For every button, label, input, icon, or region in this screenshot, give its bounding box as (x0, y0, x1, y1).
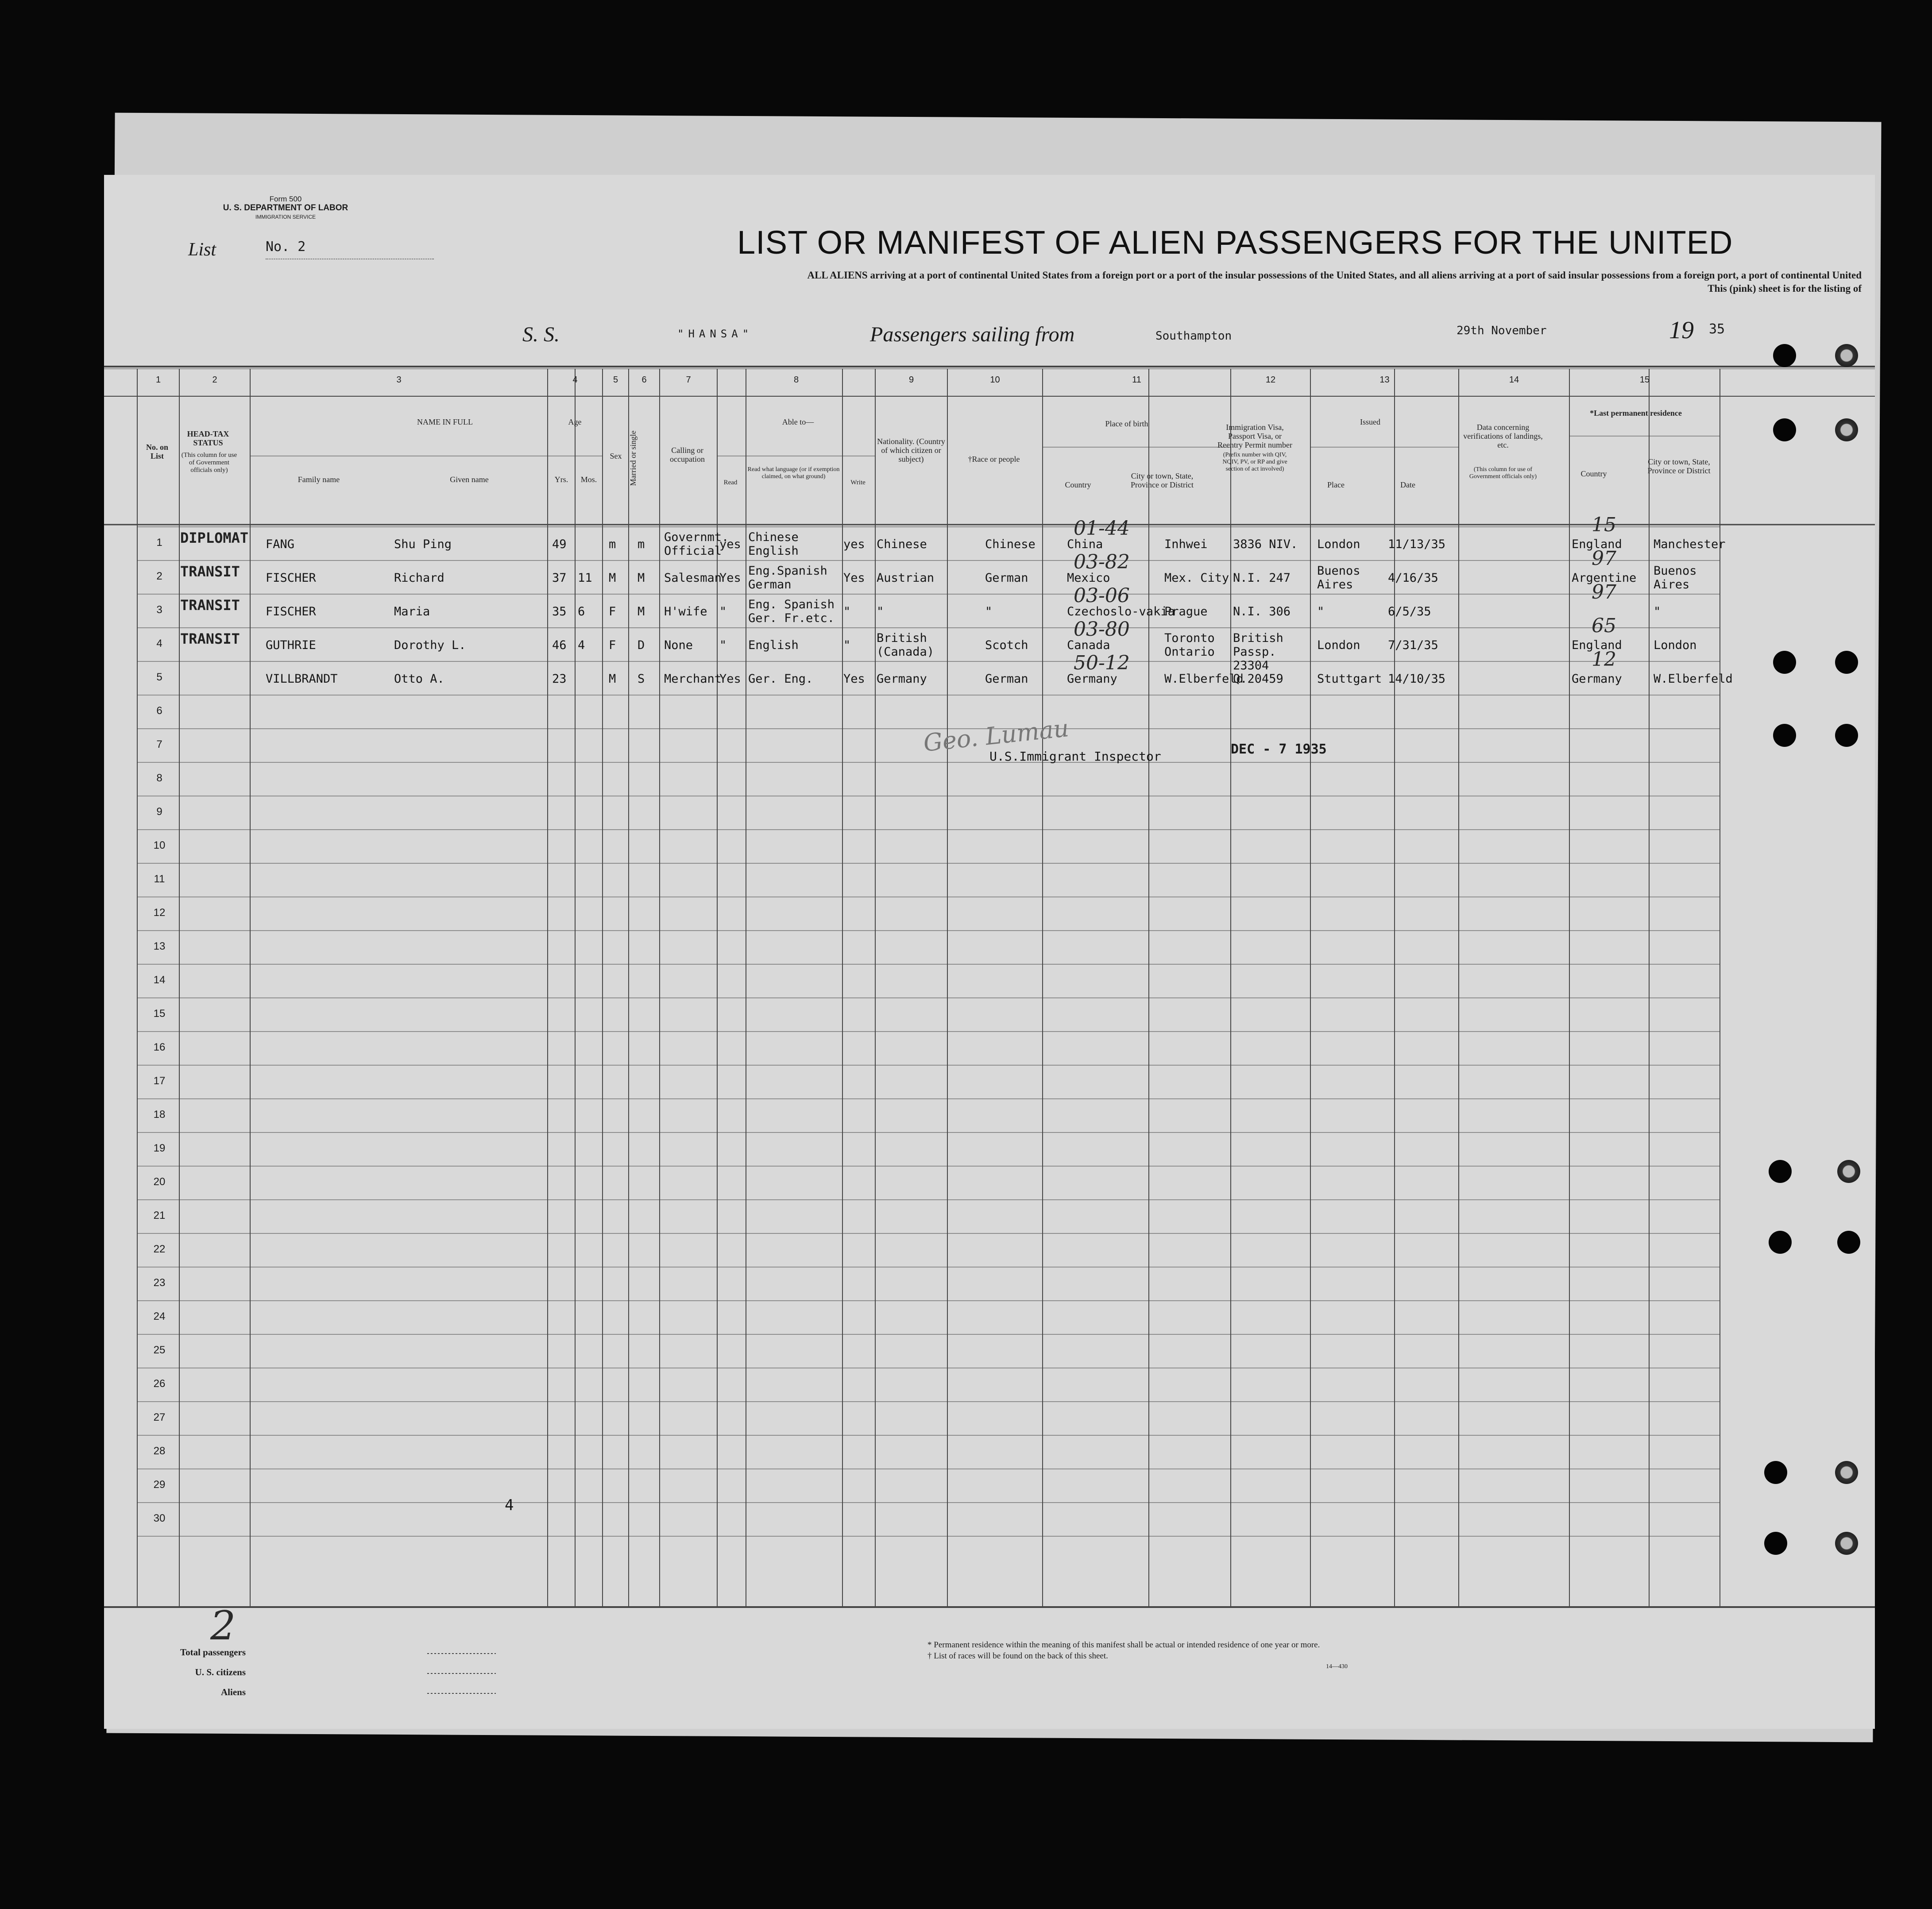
age-months: 4 (578, 638, 585, 652)
handwritten-code: 03-82 (1074, 551, 1130, 573)
service: IMMIGRATION SERVICE (255, 214, 316, 220)
age-years: 23 (552, 672, 567, 686)
header-issued-place: Place (1327, 480, 1345, 489)
punch-hole (1835, 1461, 1858, 1484)
header-write: Write (850, 479, 866, 486)
sex: F (609, 605, 616, 618)
read-language: Eng. Spanish Ger. Fr.etc. (748, 598, 835, 625)
residence-country: Argentine (1572, 571, 1637, 585)
row-number: 12 (153, 907, 166, 919)
row-number: 5 (156, 671, 162, 683)
departure-port: Southampton (1155, 329, 1232, 343)
occupation: Merchant (664, 672, 722, 686)
row-number: 13 (153, 940, 166, 952)
occupation: Salesman (664, 571, 722, 585)
row-number: 9 (156, 806, 162, 818)
nationality: British (Canada) (877, 631, 935, 659)
column-number: 15 (1639, 375, 1650, 385)
residence-city: London (1654, 638, 1697, 652)
can-write: " (843, 638, 851, 652)
can-write: " (843, 605, 851, 618)
ss-label: S. S. (522, 323, 560, 346)
race: " (985, 605, 993, 618)
list-value: No. 2 (266, 239, 434, 259)
occupation: Governmt. Official (664, 530, 729, 558)
marital-status: M (638, 571, 645, 585)
read-language: Ger. Eng. (748, 672, 813, 686)
handwritten-total: 2 (210, 1603, 236, 1649)
given-name: Shu Ping (394, 537, 452, 551)
occupation: H'wife (664, 605, 707, 618)
row-number: 26 (153, 1378, 166, 1390)
nationality: Germany (877, 672, 927, 686)
header-family-name: Family name (298, 475, 340, 484)
column-number: 1 (155, 375, 161, 385)
residence-city: W.Elberfeld (1654, 672, 1733, 686)
sex: M (609, 672, 616, 686)
handwritten-residence-code: 12 (1592, 648, 1616, 671)
header-read: Read (723, 479, 738, 486)
row-number: 8 (156, 772, 162, 784)
page-mark: 4 (505, 1496, 514, 1514)
subtitle-line-2: This (pink) sheet is for the listing of (1708, 283, 1862, 294)
column-number: 6 (641, 375, 647, 385)
header-read-language: Read what language (or if exemption claimed, on what ground) (747, 466, 840, 480)
column-number: 9 (908, 375, 914, 385)
handwritten-code: 01-44 (1074, 517, 1130, 540)
issued-place: " (1317, 605, 1325, 618)
issued-date: 11/13/35 (1388, 537, 1446, 551)
visa-number: 3836 NIV. (1233, 537, 1298, 551)
footnote-residence: * Permanent residence within the meaning of this manifest shall be actual or intended residence of one year or more. (927, 1640, 1320, 1650)
handwritten-residence-code: 65 (1592, 614, 1616, 637)
birth-city: Mex. City (1164, 571, 1229, 585)
ship-name: "HANSA" (677, 328, 753, 340)
department: U. S. DEPARTMENT OF LABOR (223, 203, 348, 213)
punch-hole (1764, 1461, 1787, 1484)
row-number: 19 (153, 1142, 166, 1154)
age-months: 11 (578, 571, 592, 585)
given-name: Richard (394, 571, 444, 585)
punch-hole (1773, 418, 1796, 441)
given-name: Dorothy L. (394, 638, 466, 652)
punch-hole (1769, 1231, 1792, 1254)
head-tax-status: TRANSIT (180, 630, 240, 647)
header-residence: *Last permanent residence (1590, 409, 1682, 417)
race: Scotch (985, 638, 1028, 652)
family-name: FANG (266, 537, 295, 551)
header-yrs: Yrs. (554, 475, 568, 484)
header-nationality: Nationality. (Country of which citizen or subject) (877, 437, 945, 464)
handwritten-residence-code: 97 (1592, 547, 1616, 570)
aliens-label: Aliens (220, 1687, 246, 1697)
row-number: 3 (156, 604, 162, 616)
date-stamp: DEC - 7 1935 (1231, 742, 1327, 757)
handwritten-code: 50-12 (1074, 652, 1130, 674)
page-title: LIST OR MANIFEST OF ALIEN PASSENGERS FOR THE UNITED (737, 224, 1733, 261)
issued-place: London (1317, 537, 1360, 551)
row-number: 11 (154, 873, 165, 885)
occupation: None (664, 638, 693, 652)
punch-hole (1773, 724, 1796, 747)
header-married: Married or single (629, 430, 638, 486)
row-number: 23 (153, 1277, 166, 1289)
column-number: 14 (1509, 375, 1519, 385)
nationality: Chinese (877, 537, 927, 551)
column-number: 7 (686, 375, 691, 385)
row-number: 28 (153, 1445, 166, 1457)
header-age: Age (568, 417, 582, 426)
sex: m (609, 537, 616, 551)
marital-status: S (638, 672, 645, 686)
residence-country: Germany (1572, 672, 1622, 686)
can-write: Yes (843, 672, 865, 686)
issued-date: 4/16/35 (1388, 571, 1438, 585)
column-number: 8 (793, 375, 799, 385)
row-number: 17 (153, 1075, 166, 1087)
birth-country: Germany (1067, 672, 1117, 686)
row-number: 30 (153, 1512, 166, 1524)
can-read: " (719, 605, 727, 618)
manifest-sheet (104, 175, 1875, 1729)
header-visa-note: (Prefix number with QIV, NQIV, PV, or RP and give section of act involved) (1222, 452, 1287, 472)
column-number: 4 (572, 375, 578, 385)
handwritten-residence-code: 15 (1592, 514, 1616, 536)
birth-country: Canada (1067, 638, 1110, 652)
punch-hole (1773, 651, 1796, 674)
visa-number: N.I. 247 (1233, 571, 1291, 585)
age-years: 37 (552, 571, 567, 585)
can-write: yes (843, 537, 865, 551)
residence-country: England (1572, 537, 1622, 551)
head-tax-status: TRANSIT (180, 563, 240, 580)
marital-status: D (638, 638, 645, 652)
birth-city: Toronto Ontario (1164, 631, 1215, 659)
marital-status: m (638, 537, 645, 551)
handwritten-code: 03-06 (1074, 584, 1130, 607)
row-number: 7 (156, 738, 162, 750)
total-passengers-label: Total passengers (180, 1647, 246, 1658)
age-years: 49 (552, 537, 567, 551)
punch-hole (1835, 651, 1858, 674)
header-mos: Mos. (580, 475, 597, 484)
birth-city: W.Elberfeld (1164, 672, 1244, 686)
row-number: 24 (153, 1310, 166, 1322)
can-read: Yes (719, 571, 741, 585)
residence-country: England (1572, 638, 1622, 652)
row-number: 1 (156, 537, 162, 549)
race: German (985, 571, 1028, 585)
issued-place: Stuttgart (1317, 672, 1382, 686)
punch-hole (1835, 724, 1858, 747)
form-number: Form 500 (269, 195, 302, 203)
age-months: 6 (578, 605, 585, 618)
birth-city: Prague (1164, 605, 1208, 618)
column-number: 12 (1265, 375, 1276, 385)
header-no-on-list: No. on List (146, 443, 168, 460)
sex: M (609, 571, 616, 585)
punch-hole (1764, 1532, 1787, 1555)
row-number: 14 (153, 974, 166, 986)
can-read: Yes (719, 672, 741, 686)
residence-city: Buenos Aires (1654, 564, 1697, 591)
row-number: 16 (153, 1041, 166, 1053)
visa-number: Q.20459 (1233, 672, 1283, 686)
header-birth-country: Country (1065, 480, 1091, 489)
age-years: 46 (552, 638, 567, 652)
row-number: 18 (153, 1109, 166, 1121)
issued-date: 7/31/35 (1388, 638, 1438, 652)
family-name: FISCHER (266, 571, 316, 585)
head-tax-status: DIPLOMAT (180, 529, 249, 546)
year-prefix: 19 (1669, 317, 1694, 344)
head-tax-status: TRANSIT (180, 597, 240, 614)
header-head-tax-note: (This column for use of Government officials only) (181, 452, 237, 474)
handwritten-residence-code: 97 (1592, 581, 1616, 603)
header-name-in-full: NAME IN FULL (417, 417, 473, 426)
inspector-label: U.S.Immigrant Inspector (989, 749, 1161, 764)
punch-hole (1773, 344, 1796, 367)
row-number: 15 (153, 1008, 166, 1020)
sex: F (609, 638, 616, 652)
column-number: 11 (1132, 375, 1141, 385)
table-grid (104, 175, 1875, 1729)
can-write: Yes (843, 571, 865, 585)
year-suffix: 35 (1709, 321, 1725, 337)
column-number: 13 (1379, 375, 1390, 385)
row-number: 20 (153, 1176, 166, 1188)
punch-hole (1837, 1160, 1860, 1183)
header-birth-city: City or town, State, Province or District (1131, 471, 1194, 489)
read-language: English (748, 638, 799, 652)
row-number: 4 (156, 638, 162, 649)
race: German (985, 672, 1028, 686)
race: Chinese (985, 537, 1036, 551)
list-label: List (188, 240, 216, 260)
given-name: Maria (394, 605, 430, 618)
header-race: †Race or people (968, 455, 1020, 464)
row-number: 27 (153, 1411, 166, 1423)
form-code: 14—430 (1326, 1663, 1348, 1670)
sailing-label: Passengers sailing from (870, 323, 1075, 346)
header-issued: Issued (1360, 417, 1380, 426)
header-verification: Data concerning verifications of landings, etc. (1463, 423, 1543, 449)
birth-country: China (1067, 537, 1103, 551)
row-number: 6 (156, 705, 162, 717)
column-number: 3 (396, 375, 402, 385)
row-number: 2 (156, 570, 162, 582)
inspector-signature: Geo. Lumau (922, 714, 1070, 757)
residence-city: " (1654, 605, 1661, 618)
given-name: Otto A. (394, 672, 444, 686)
nationality: Austrian (877, 571, 935, 585)
family-name: VILLBRANDT (266, 672, 338, 686)
column-number: 10 (990, 375, 1000, 385)
header-issued-date: Date (1400, 480, 1415, 489)
read-language: Eng.Spanish German (748, 564, 827, 591)
punch-hole (1835, 344, 1858, 367)
issued-date: 14/10/35 (1388, 672, 1446, 686)
visa-number: N.I. 306 (1233, 605, 1291, 618)
header-sex: Sex (610, 452, 622, 460)
age-years: 35 (552, 605, 567, 618)
family-name: GUTHRIE (266, 638, 316, 652)
can-read: yes (719, 537, 741, 551)
handwritten-code: 03-80 (1074, 618, 1130, 641)
birth-city: Inhwei (1164, 537, 1208, 551)
read-language: Chinese English (748, 530, 799, 558)
issued-place: London (1317, 638, 1360, 652)
us-citizens-label: U. S. citizens (195, 1667, 246, 1677)
issued-date: 6/5/35 (1388, 605, 1431, 618)
row-number: 22 (153, 1243, 166, 1255)
header-place-birth: Place of birth (1105, 419, 1148, 428)
issued-place: Buenos Aires (1317, 564, 1360, 591)
punch-hole (1835, 418, 1858, 441)
subtitle-line-1: ALL ALIENS arriving at a port of continental United States from a foreign port or a port of the insular possessions of the United States, and all aliens arriving at a port of said insular possessions from a foreign port, a port of continental United (807, 270, 1862, 281)
punch-hole (1837, 1231, 1860, 1254)
nationality: " (877, 605, 884, 618)
header-given-name: Given name (450, 475, 489, 484)
header-head-tax: HEAD-TAX STATUS (187, 429, 229, 447)
header-res-country: Country (1580, 469, 1607, 478)
can-read: " (719, 638, 727, 652)
punch-hole (1769, 1160, 1792, 1183)
punch-hole (1835, 1532, 1858, 1555)
header-visa: Immigration Visa, Passport Visa, or Reentry Permit number (1217, 423, 1292, 449)
row-number: 10 (153, 839, 166, 851)
header-verification-note: (This column for use of Government officials only) (1469, 466, 1537, 480)
header-calling: Calling or occupation (670, 446, 705, 464)
column-number: 2 (212, 375, 217, 385)
row-number: 25 (153, 1344, 166, 1356)
marital-status: M (638, 605, 645, 618)
row-number: 29 (153, 1479, 166, 1491)
residence-city: Manchester (1654, 537, 1726, 551)
visa-number: British Passp. 23304 (1233, 631, 1283, 672)
row-number: 21 (153, 1210, 166, 1221)
sailing-date: 29th November (1457, 324, 1547, 337)
birth-country: Czechoslo-vakia (1067, 605, 1175, 618)
header-able-to: Able to— (782, 417, 814, 426)
footnote-races: † List of races will be found on the back of this sheet. (927, 1651, 1108, 1661)
birth-country: Mexico (1067, 571, 1110, 585)
column-number: 5 (613, 375, 618, 385)
header-res-city: City or town, State, Province or District (1647, 457, 1711, 475)
family-name: FISCHER (266, 605, 316, 618)
